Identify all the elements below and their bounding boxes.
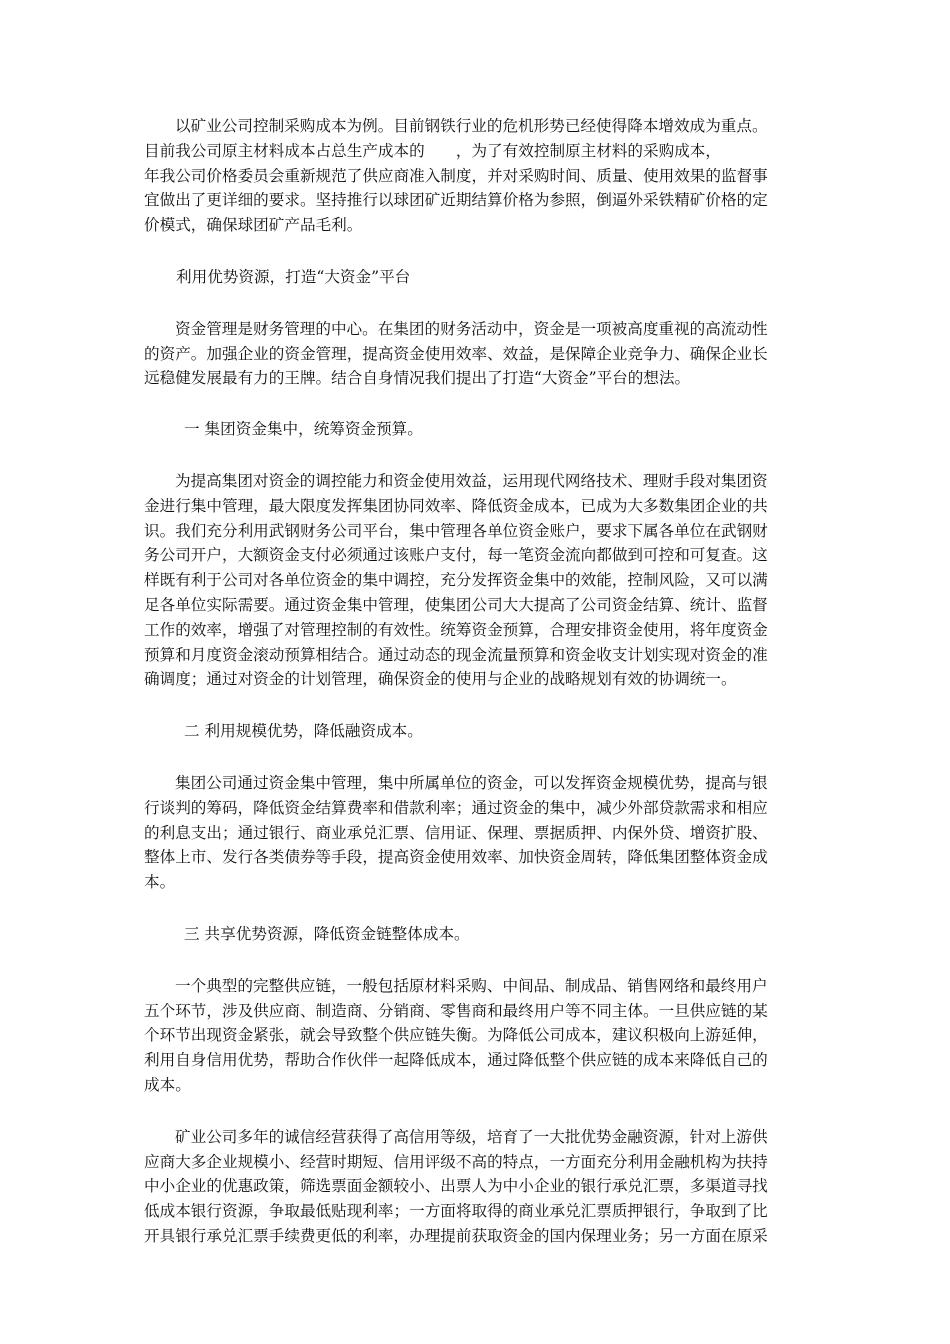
- text-line: 远稳健发展最有力的王牌。结合自身情况我们提出了打造“大资金”平台的想法。: [144, 369, 691, 388]
- text-line: 宜做出了更详细的要求。坚持推行以球团矿近期结算价格为参照，倒逼外采铁精矿价格的定: [144, 191, 768, 210]
- text-line: 成本。: [144, 1075, 191, 1094]
- text-line: 集团公司通过资金集中管理，集中所属单位的资金，可以发挥资金规模优势，提高与银: [175, 773, 768, 792]
- text-line: 年我公司价格委员会重新规范了供应商准入制度，并对采购时间、质量、使用效果的监督事: [144, 166, 768, 185]
- text-line: 务公司开户，大额资金支付必须通过该账户支付，每一笔资金流向都做到可控和可复查。这: [144, 546, 768, 565]
- text-line: 中小企业的优惠政策，筛选票面金额较小、出票人为中小企业的银行承兑汇票，多渠道寻找: [144, 1177, 768, 1196]
- text-line: 利用自身信用优势，帮助合作伙伴一起降低成本，通过降低整个供应链的成本来降低自己的: [144, 1051, 768, 1070]
- section-heading-big-fund-platform: 利用优势资源，打造“大资金”平台: [176, 267, 411, 286]
- subheading-three-shared-resources: 三 共享优势资源，降低资金链整体成本。: [184, 924, 470, 943]
- text-line: 本。: [144, 873, 176, 892]
- text-line: 开具银行承兑汇票手续费更低的利率，办理提前获取资金的国内保理业务；另一方面在原采: [144, 1226, 768, 1245]
- text-line: 资金管理是财务管理的中心。在集团的财务活动中，资金是一项被高度重视的高流动性: [175, 319, 768, 338]
- text-line: 行谈判的筹码，降低资金结算费率和借款利率；通过资金的集中，减少外部贷款需求和相应: [144, 798, 768, 817]
- text-line: 预算和月度资金滚动预算相结合。通过动态的现金流量预算和资金收支计划实现对资金的准: [144, 645, 768, 664]
- text-line: 五个环节，涉及供应商、制造商、分销商、零售商和最终用户等不同主体。一旦供应链的某: [144, 1001, 768, 1020]
- text-line: 为提高集团对资金的调控能力和资金使用效益，运用现代网络技术、理财手段对集团资: [175, 471, 768, 490]
- paragraph-scale-advantage: [144, 771, 809, 895]
- text-line: 识。我们充分利用武钢财务公司平台，集中管理各单位资金账户，要求下属各单位在武钢财: [144, 521, 768, 540]
- subheading-one-fund-centralization: 一 集团资金集中，统筹资金预算。: [184, 420, 423, 439]
- paragraph-fund-centralization: [144, 469, 809, 692]
- paragraph-supply-chain: [144, 974, 809, 1098]
- paragraph-procurement-cost: [144, 114, 809, 238]
- text-line: 个环节出现资金紧张，就会导致整个供应链失衡。为降低公司成本，建议积极向上游延伸，: [144, 1026, 768, 1045]
- text-line: 样既有利于公司对各单位资金的集中调控，充分发挥资金集中的效能，控制风险，又可以满: [144, 571, 768, 590]
- text-line: 的资产。加强企业的资金管理，提高资金使用效率、效益，是保障企业竞争力、确保企业长: [144, 344, 768, 363]
- text-line: 金进行集中管理，最大限度发挥集团协同效率、降低资金成本，已成为大多数集团企业的共: [144, 496, 768, 515]
- subheading-two-scale-advantage: 二 利用规模优势，降低融资成本。: [184, 722, 423, 741]
- text-line: 足各单位实际需要。通过资金集中管理，使集团公司大大提高了公司资金结算、统计、监督: [144, 595, 768, 614]
- document-page: [144, 114, 809, 1249]
- text-line: 工作的效率，增强了对管理控制的有效性。统筹资金预算，合理安排资金使用，将年度资金: [144, 620, 768, 639]
- text-line: 目前我公司原主材料成本占总生产成本的 ，为了有效控制原主材料的采购成本，: [144, 141, 721, 160]
- text-line: 确调度；通过对资金的计划管理，确保资金的使用与企业的战略规划有效的协调统一。: [144, 670, 737, 689]
- paragraph-mining-credit: [144, 1125, 809, 1249]
- text-line: 低成本银行资源，争取最低贴现利率；一方面将取得的商业承兑汇票质押银行，争取到了比: [144, 1202, 768, 1221]
- text-line: 以矿业公司控制采购成本为例。目前钢铁行业的危机形势已经使得降本增效成为重点。: [175, 117, 768, 135]
- paragraph-fund-management: [144, 317, 809, 391]
- text-line: 价模式，确保球团矿产品毛利。: [144, 216, 363, 235]
- text-line: 的利息支出；通过银行、商业承兑汇票、信用证、保理、票据质押、内保外贷、增资扩股、: [144, 823, 768, 842]
- text-line: 一个典型的完整供应链，一般包括原材料采购、中间品、制成品、销售网络和最终用户: [175, 976, 768, 995]
- text-line: 整体上市、发行各类债券等手段，提高资金使用效率、加快资金周转，降低集团整体资金成: [144, 848, 768, 867]
- text-line: 矿业公司多年的诚信经营获得了高信用等级，培育了一大批优势金融资源，针对上游供: [175, 1127, 768, 1146]
- text-line: 应商大多企业规模小、经营时期短、信用评级不高的特点，一方面充分利用金融机构为扶持: [144, 1152, 768, 1171]
